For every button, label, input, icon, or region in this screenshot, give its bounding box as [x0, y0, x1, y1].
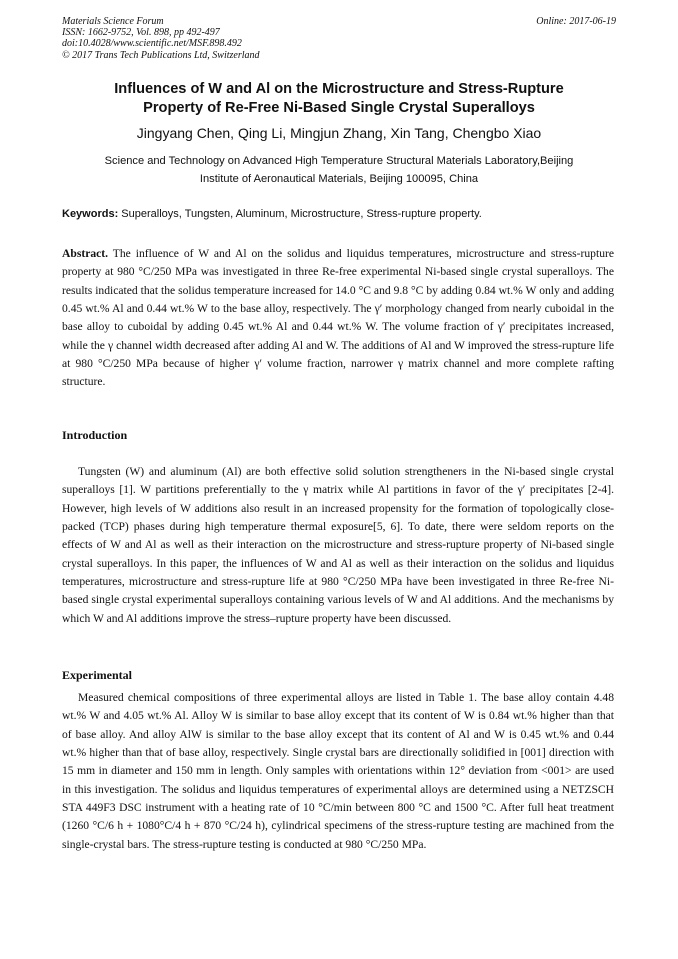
affiliation-line-1: Science and Technology on Advanced High Temperature Structural Materials Laboratory,Beijing [104, 155, 574, 167]
issn-line: ISSN: 1662-9752, Vol. 898, pp 492-497 [62, 27, 220, 39]
author-list: Jingyang Chen, Qing Li, Mingjun Zhang, Xin Tang, Chengbo Xiao [136, 125, 542, 141]
introduction-section [62, 463, 614, 628]
abstract [62, 245, 614, 392]
experimental-section [62, 689, 614, 854]
introduction-heading: Introduction [62, 428, 128, 442]
journal-header [62, 16, 260, 61]
abstract-text: The influence of W and Al on the solidus and liquidus temperatures, microstructure and stress-rupture property at 980 °C/250 MPa was investigated in three Re-free experimental Ni-based single crystal superalloys. The results indicated that the solidus temperature increased for 14.0 °C and 9.8 °C by adding 0.84 wt.% W only and adding 0.45 wt.% Al and 0.44 wt.% W to the base alloy, respectively. The γ′ morphology changed from nearly cuboidal in the base alloy to cuboidal by adding 0.45 wt.% Al and 0.44 wt.% W. The volume fraction of γ′ precipitates increased, while the γ channel width decreased after adding Al and W. The additions of Al and W improved the stress-rupture life at 980 °C/250 MPa because of higher γ′ volume fraction, narrower γ matrix channel and more complete rafting structure. [62, 247, 614, 389]
doi-line: doi:10.4028/www.scientific.net/MSF.898.492 [62, 38, 242, 50]
keywords [62, 206, 616, 222]
abstract-label: Abstract. [62, 247, 109, 260]
experimental-heading: Experimental [62, 668, 132, 682]
paper-title [62, 80, 616, 117]
experimental-paragraph: Measured chemical compositions of three experimental alloys are listed in Table 1. The base alloy contain 4.48 wt.% W and 4.05 wt.% Al. Alloy W is similar to base alloy except that its content of W is 0.84 wt.% higher than that of base alloy. And alloy AlW is similar to the base alloy except that its content of Al and W is 0.45 wt.% and 0.44 wt.% higher than that of base alloy, respectively. Single crystal bars are directionally solidified in [001] direction with 15 mm in diameter and 150 mm in length. Only samples with orientations within 12° deviation from <001> are used in this investigation. The solidus and liquidus temperatures of experimental alloys are determined using a NETZSCH STA 449F3 DSC instrument with a heating rate of 10 °C/min between 800 °C and 1500 °C. After full heat treatment (1260 °C/6 h + 1080°C/4 h + 870 °C/24 h), cylindrical specimens of the stress-rupture testing are machined from the single-crystal bars. The stress-rupture testing is conducted at 980 °C/250 MPa. [62, 691, 614, 851]
journal-name: Materials Science Forum [62, 16, 164, 27]
title-line-2: Property of Re-Free Ni-Based Single Crystal Superalloys [143, 99, 535, 116]
title-line-1: Influences of W and Al on the Microstructure and Stress-Rupture [114, 81, 564, 97]
keywords-label: Keywords: [62, 208, 119, 220]
copyright-line: © 2017 Trans Tech Publications Ltd, Switzerland [62, 49, 260, 61]
online-date: Online: 2017-06-19 [536, 16, 616, 27]
affiliation [62, 152, 616, 188]
affiliation-line-2: Institute of Aeronautical Materials, Beijing 100095, China [199, 173, 479, 185]
keywords-text: Superalloys, Tungsten, Aluminum, Microstructure, Stress-rupture property. [118, 208, 482, 220]
introduction-paragraph: Tungsten (W) and aluminum (Al) are both effective solid solution strengtheners in the Ni-based single crystal superalloys [1]. W partitions preferentially to the γ matrix while Al partitions in favor of the γ′ precipitates [2-4]. However, high levels of W additions also result in an increased propensity for the formation of topologically close-packed (TCP) phases during high temperature thermal exposure[5, 6]. To date, there were seldom reports on the effects of W and Al as well as their interaction on the microstructure and stress-rupture property of Ni-based single crystal superalloys. In this paper, the influences of W and Al as well as their interaction on the solidus and liquidus temperatures, microstructure and stress-rupture life at 980 °C/250 MPa have been investigated in three Re-free Ni-based single crystal experimental superalloys containing various levels of W and Al additions. And the mechanisms by which W and Al additions improve the stress–rupture property have been discussed. [62, 465, 614, 625]
